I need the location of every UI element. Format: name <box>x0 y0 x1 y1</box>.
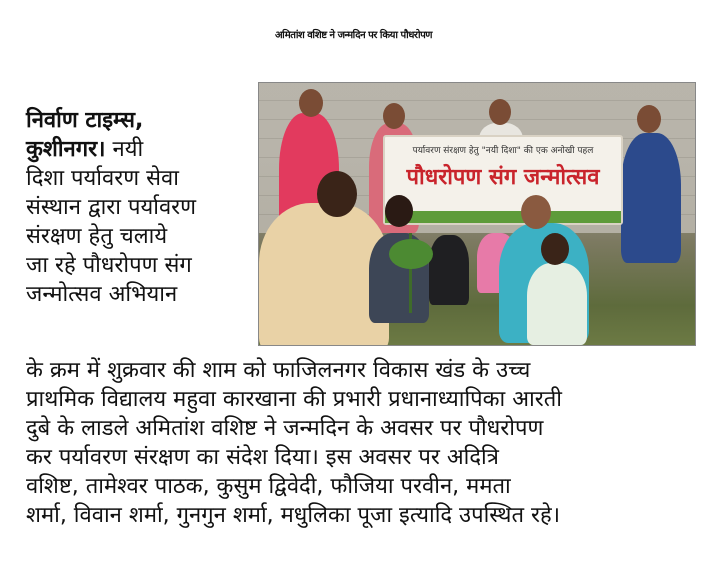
banner-title: पौधरोपण संग जन्मोत्सव <box>406 165 600 190</box>
dateline-source: निर्वाण टाइम्स, <box>26 108 144 133</box>
photo-person-head <box>299 89 323 117</box>
plant-leaves <box>389 239 433 269</box>
photo-person-head <box>317 171 357 217</box>
photo-person-head <box>385 195 413 227</box>
article-line <box>26 135 143 164</box>
photo-person-head <box>541 233 569 265</box>
article-line: वशिष्ट, तामेश्वर पाठक, कुसुम द्विवेदी, फौजिया परवीन, ममता <box>26 474 511 499</box>
article-line: के क्रम में शुक्रवार की शाम को फाजिलनगर विकास खंड के उच्च <box>26 358 531 383</box>
dateline-place: कुशीनगर। <box>26 137 106 162</box>
article-line: कर पर्यावरण संरक्षण का संदेश दिया। इस अवसर पर अदित्रि <box>26 445 499 470</box>
article-text: नयी <box>105 137 144 162</box>
photo-person-head <box>383 103 405 129</box>
photo-person-head <box>521 195 551 229</box>
news-photo <box>258 82 696 346</box>
banner-green-strip <box>385 211 621 223</box>
headline: अमितांश वशिष्ट ने जन्मदिन पर किया पौधरोपण <box>275 30 432 41</box>
photo-person <box>527 263 587 345</box>
photo-banner <box>383 135 623 225</box>
photo-person <box>621 133 681 263</box>
article-line: शर्मा, विवान शर्मा, गुनगुन शर्मा, मधुलिका पूजा इत्यादि उपस्थित रहे। <box>26 503 561 528</box>
article-line: दिशा पर्यावरण सेवा <box>26 166 179 191</box>
article-line <box>26 106 143 135</box>
photo-person-head <box>489 99 511 125</box>
banner-top-line: पर्यावरण संरक्षण हेतु "नयी दिशा" की एक अनोखी पहल <box>412 146 594 156</box>
article-line: जन्मोत्सव अभियान <box>26 282 178 307</box>
article-line: दुबे के लाडले अमितांश वशिष्ट ने जन्मदिन के अवसर पर पौधरोपण <box>26 416 544 441</box>
photo-person-head <box>637 105 661 133</box>
photo-person <box>429 235 469 305</box>
article-line: संरक्षण हेतु चलाये <box>26 224 168 249</box>
article-line: प्राथमिक विद्यालय महुवा कारखाना की प्रभारी प्रधानाध्यापिका आरती <box>26 387 562 412</box>
article-line: जा रहे पौधरोपण संग <box>26 253 192 278</box>
article-line: संस्थान द्वारा पर्यावरण <box>26 195 197 220</box>
